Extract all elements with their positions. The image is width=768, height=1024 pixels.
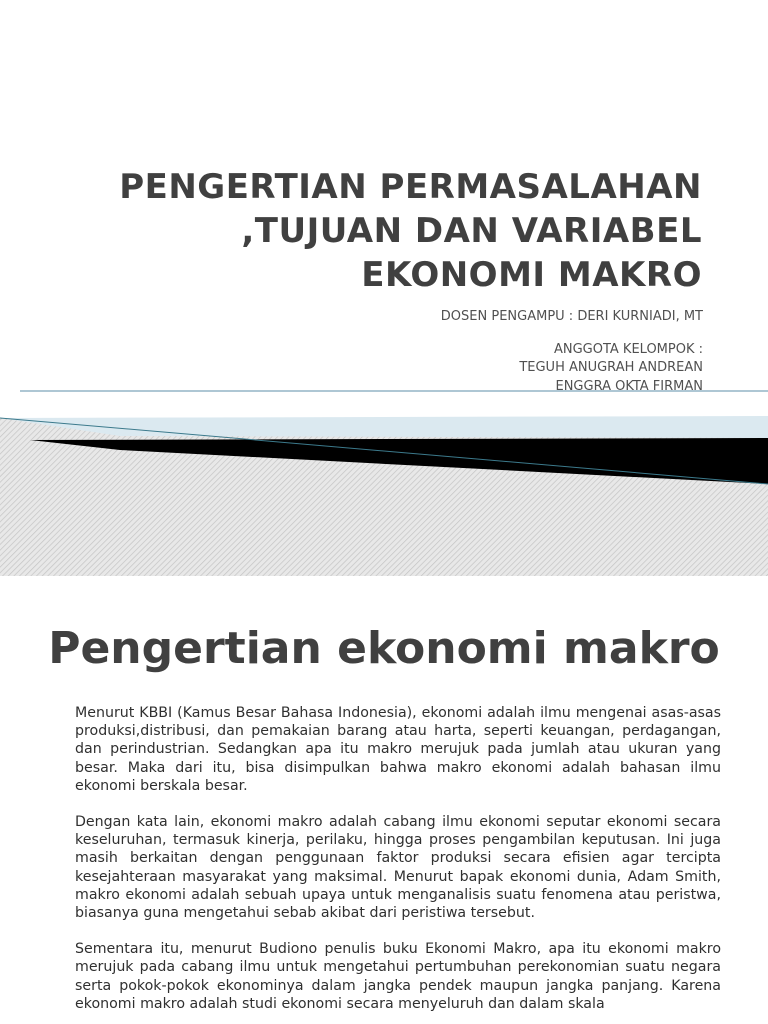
- members-heading: ANGGOTA KELOMPOK :: [553, 341, 703, 357]
- blue-band: [0, 416, 768, 438]
- content-slide: [0, 576, 768, 1024]
- lecturer-line: DOSEN PENGAMPU : DERI KURNIADI, MT: [440, 309, 703, 324]
- decorative-band: [0, 380, 768, 576]
- content-title: Pengertian ekonomi makro: [48, 623, 720, 674]
- member-2: ENGGRA OKTA FIRMAN: [555, 378, 703, 394]
- paragraph-1: Menurut KBBI (Kamus Besar Bahasa Indonesia), ekonomi adalah ilmu mengenai asas-asas produksi,distribusi, dan pemakaian barang atau harta, seperti keuangan, perdagangan, dan perindustrian. Sedangkan apa itu makro merujuk pada jumlah atau ukuran yang besar. Maka dari itu, bisa disimpulkan bahwa makro ekonomi adalah bahasan ilmu ekonomi berskala besar.: [75, 705, 721, 794]
- title-line-3: EKONOMI MAKRO: [361, 255, 702, 295]
- title-line-1: PENGERTIAN PERMASALAHAN: [119, 167, 702, 207]
- content-body: [75, 704, 721, 1024]
- paragraph-2: Dengan kata lain, ekonomi makro adalah cabang ilmu ekonomi seputar ekonomi secara keseluruhan, termasuk kinerja, perilaku, hingga proses pengambilan keputusan. Ini juga masih berkaitan dengan penggunaan faktor produksi secara efisien agar tercipta kesejahteraan masyarakat yang maksimal. Menurut bapak ekonomi dunia, Adam Smith, makro ekonomi adalah sebuah upaya untuk menganalisis suatu fenomena atau peristwa, biasanya guna mengetahui sebab akibat dari peristiwa tersebut.: [75, 814, 721, 922]
- paragraph-3: Sementara itu, menurut Budiono penulis buku Ekonomi Makro, apa itu ekonomi makro merujuk pada cabang ilmu untuk mengetahui pertumbuhan perekonomian suatu negara serta pokok-pokok ekonominya dalam jangka pendek maupun jangka panjang. Karena ekonomi makro adalah studi ekonomi secara menyeluruh dan dalam skala: [75, 941, 721, 1012]
- title-line-2: ,TUJUAN DAN VARIABEL: [241, 211, 702, 251]
- slide-title: [22, 165, 702, 297]
- member-1: TEGUH ANUGRAH ANDREAN: [519, 360, 703, 375]
